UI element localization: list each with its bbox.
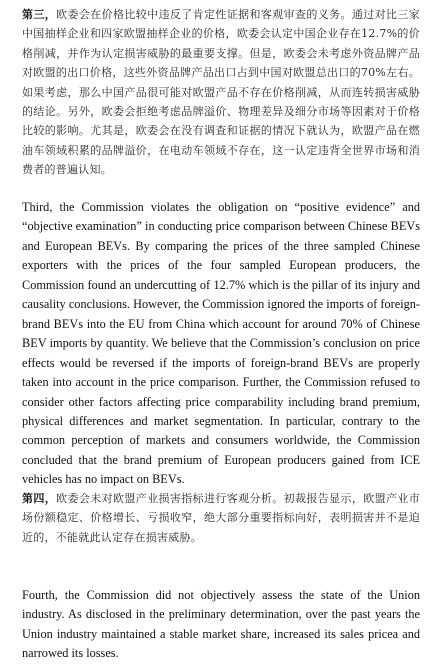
paragraph-third-zh xyxy=(22,5,420,180)
paragraph-text: 欧委会在价格比较中违反了肯定性证据和客观审查的义务。通过对比三家中国抽样企业和四家欧盟抽样企业的价格，欧委会认定中国企业存在12.7%的价格削减，并作为认定损害威胁的最重要支撑。但是，欧委会未考虑外资品牌产品对欧盟的出口价格，这些外资品牌产品出口占到中国对欧盟总出口的70%左右。如果考虑，那么中国产品很可能对欧盟产品不存在价格削减，从而连转损害威胁的结论。另外，欧委会拒绝考虑品牌溢价、物理差异及细分市场等因素对于价格比较的影响。尤其是，欧委会在没有调查和证据的情况下就认为，欧盟产品在燃油车领域积累的品牌溢价，在电动车领域不存在，这一认定违背全世界市场和消费者的普遍认知。 xyxy=(22,8,420,177)
paragraph-text: Third, the Commission violates the obligation on “positive evidence” and “objective examination” in conducting price comparison between Chinese BEVs and European BEVs. By comparing the prices of the three sampled Chinese exporters with the prices of the four sampled European producers, the Commission found an undercutting of 12.7% which is the pillar of its injury and causality conclusions. However, the Commission ignored the imports of foreign-brand BEVs into the EU from China which account for around 70% of Chinese BEV imports by quantity. We believe that the Commission’s conclusion on price effects would be reversed if the imports of foreign-brand BEVs are properly taken into account in the price comparison. Further, the Commission refused to consider other factors affecting price comparability including brand premium, physical differences and market segmentation. In particular, contrary to the common perception of markets and consumers worldwide, the Commission concluded that the brand premium of European producers gained from ICE vehicles has no impact on BEVs. xyxy=(22,200,420,487)
paragraph-lead: 第三， xyxy=(22,8,57,21)
paragraph-fourth-zh xyxy=(22,489,420,547)
paragraph-third-en xyxy=(22,198,420,490)
paragraph-fourth-en xyxy=(22,586,420,664)
paragraph-text: Fourth, the Commission did not objectively assess the state of the Union industry. As disclosed in the preliminary determination, over the past years the Union industry maintained a stable market share, increased its sales pricea and narrowed its losses. xyxy=(22,588,420,661)
paragraph-text: 欧委会未对欧盟产业损害指标进行客观分析。初裁报告显示，欧盟产业市场份额稳定、价格增长、亏损收窄，绝大部分重要指标向好，表明损害并不是迫近的，不能就此认定存在损害威胁。 xyxy=(22,492,420,544)
paragraph-lead: 第四， xyxy=(22,492,57,505)
